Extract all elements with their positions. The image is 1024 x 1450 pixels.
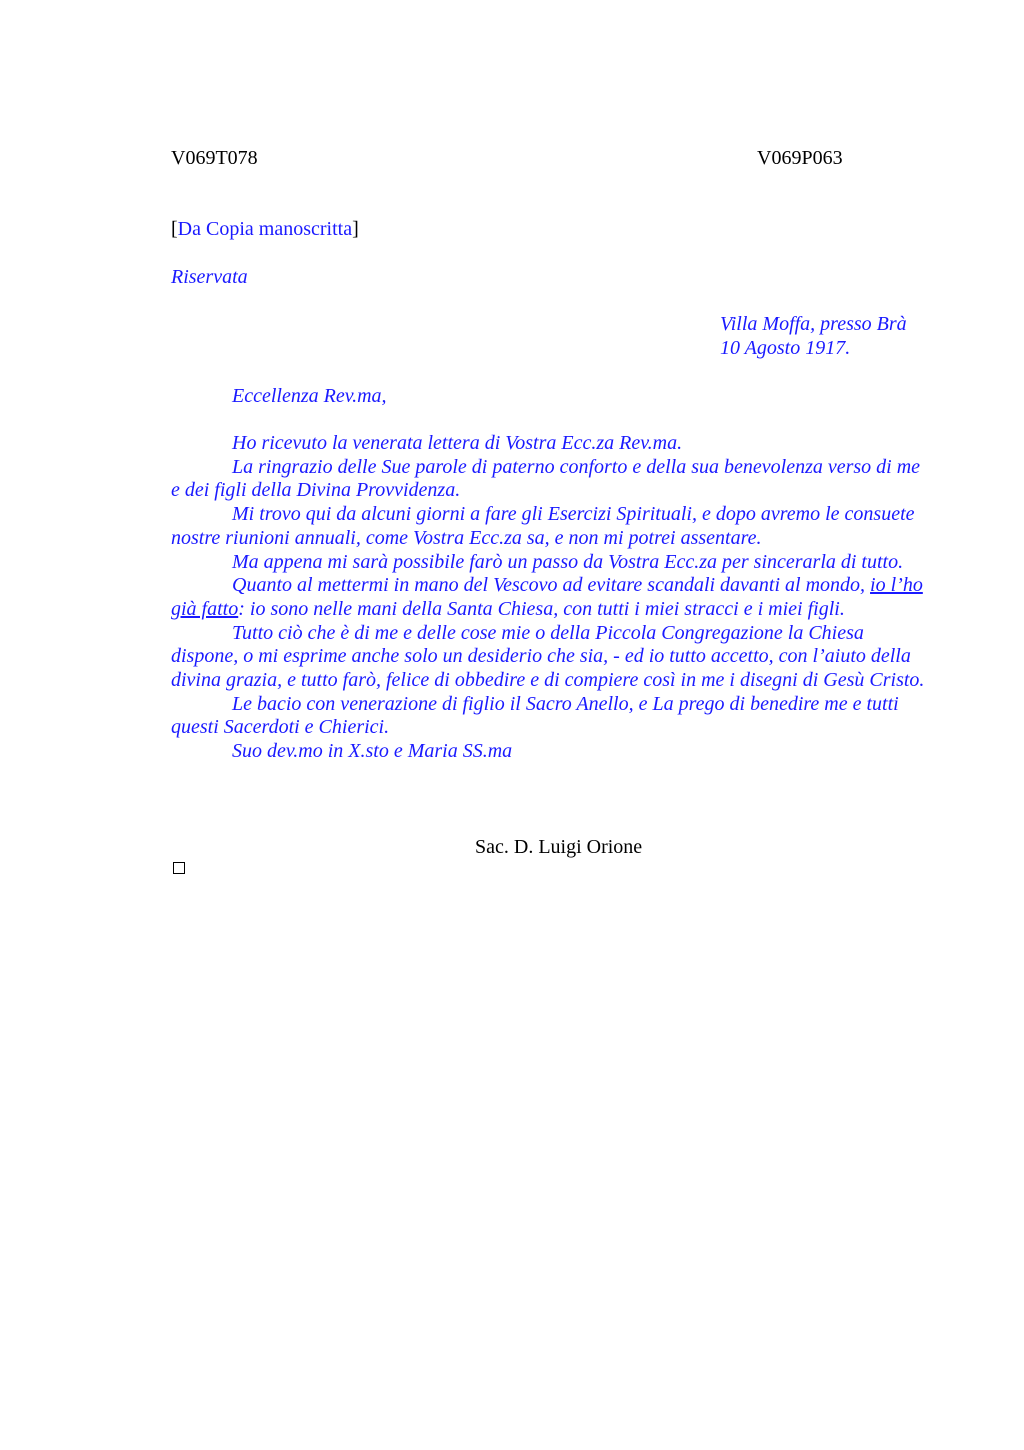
paragraph-5-before: Quanto al mettermi in mano del Vescovo ad evitare scandali davanti al mondo, bbox=[232, 574, 871, 597]
paragraph-5 bbox=[171, 574, 931, 621]
source-bracket-open: [ bbox=[171, 218, 178, 240]
document-code-left: V069T078 bbox=[171, 147, 258, 169]
date-line: 10 Agosto 1917. bbox=[720, 337, 851, 359]
source-note bbox=[171, 217, 359, 241]
document-code-right: V069P063 bbox=[757, 147, 843, 169]
signature: Sac. D. Luigi Orione bbox=[475, 836, 643, 858]
paragraph-2: La ringrazio delle Sue parole di paterno conforto e della sua benevolenza verso di me e dei figli della Divina Provvidenza. bbox=[171, 455, 921, 502]
place-line: Villa Moffa, presso Brà bbox=[720, 313, 907, 335]
reserved-label: Riservata bbox=[171, 266, 248, 288]
paragraph-7: Le bacio con venerazione di figlio il Sacro Anello, e La prego di benedire me e tutti questi Sacerdoti e Chierici. bbox=[171, 692, 899, 739]
paragraph-5-underlined: io l’ho già fatto bbox=[171, 574, 923, 620]
paragraph-8: Suo dev.mo in X.sto e Maria SS.ma bbox=[232, 740, 513, 763]
letter-body bbox=[171, 432, 931, 764]
paragraph-4: Ma appena mi sarà possibile farò un passo da Vostra Ecc.za per sincerarla di tutto. bbox=[232, 550, 904, 573]
salutation: Eccellenza Rev.ma, bbox=[232, 385, 387, 407]
paragraph-3: Mi trovo qui da alcuni giorni a fare gli Esercizi Spirituali, e dopo avremo le consuete nostre riunioni annuali, come Vostra Ecc.za sa, e non mi potrei assentare. bbox=[171, 503, 915, 549]
source-text: Da Copia manoscritta bbox=[177, 218, 353, 240]
paragraph-6: Tutto ciò che è di me e delle cose mie o della Piccola Congregazione la Chiesa dispone, o mi esprime anche solo un desiderio che sia, - ed io tutto accetto, con l’aiuto della divina grazia, e tutto farò, felice di obbedire e di compiere così in me i disegni di Gesù Cristo. bbox=[171, 621, 925, 692]
source-bracket-close: ] bbox=[352, 218, 359, 240]
paragraph-5-after: : io sono nelle mani della Santa Chiesa, con tutti i miei stracci e i miei figli. bbox=[238, 597, 845, 620]
paragraph-1: Ho ricevuto la venerata lettera di Vostra Ecc.za Rev.ma. bbox=[232, 432, 683, 454]
empty-square-icon bbox=[173, 862, 185, 874]
